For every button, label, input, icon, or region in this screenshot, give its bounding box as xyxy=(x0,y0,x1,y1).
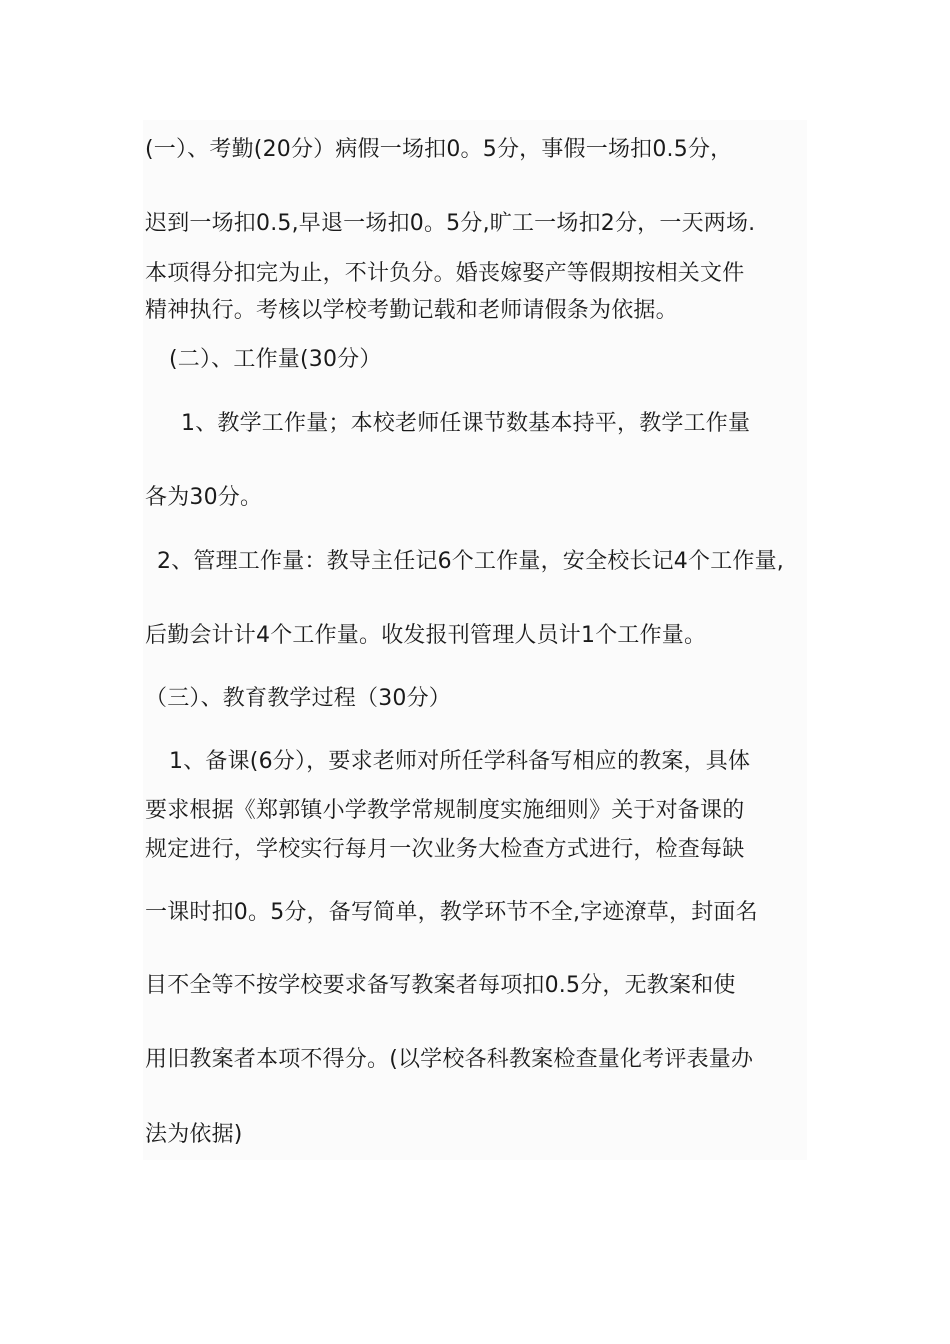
attendance-heading-line: (一）、考勤(20分）病假一场扣0。5分，事假一场扣0.5分， xyxy=(145,137,733,162)
lesson-prep-text-line: 法为依据) xyxy=(145,1122,243,1147)
attendance-text-line: 精神执行。考核以学校考勤记载和老师请假条为依据。 xyxy=(145,298,678,323)
workload-text-line: 各为30分。 xyxy=(145,485,263,510)
lesson-prep-text-line: 一课时扣0。5分，备写简单，教学环节不全,字迹潦草，封面名 xyxy=(145,900,758,925)
attendance-text-line: 迟到一场扣0.5,早退一场扣0。5分,旷工一场扣2分，一天两场. xyxy=(145,211,756,236)
workload-text-line: 1、教学工作量；本校老师任课节数基本持平，教学工作量 xyxy=(181,411,751,436)
lesson-prep-text-line: 要求根据《郑郭镇小学教学常规制度实施细则》关于对备课的 xyxy=(145,798,745,823)
lesson-prep-text-line: 目不全等不按学校要求备写教案者每项扣0.5分，无教案和使 xyxy=(145,973,736,998)
workload-heading: (二）、工作量(30分） xyxy=(169,347,382,372)
teaching-process-heading: （三）、教育教学过程（30分） xyxy=(145,686,451,711)
lesson-prep-text-line: 1、备课(6分），要求老师对所任学科备写相应的教案，具体 xyxy=(169,749,751,774)
attendance-text-line: 本项得分扣完为止，不计负分。婚丧嫁娶产等假期按相关文件 xyxy=(145,261,745,286)
lesson-prep-text-line: 规定进行，学校实行每月一次业务大检查方式进行，检查每缺 xyxy=(145,837,745,862)
lesson-prep-text-line: 用旧教案者本项不得分。(以学校各科教案检查量化考评表量办 xyxy=(145,1047,754,1072)
workload-text-line: 2、管理工作量：教导主任记6个工作量，安全校长记4个工作量, xyxy=(157,549,784,574)
workload-text-line: 后勤会计计4个工作量。收发报刊管理人员计1个工作量。 xyxy=(145,623,707,648)
